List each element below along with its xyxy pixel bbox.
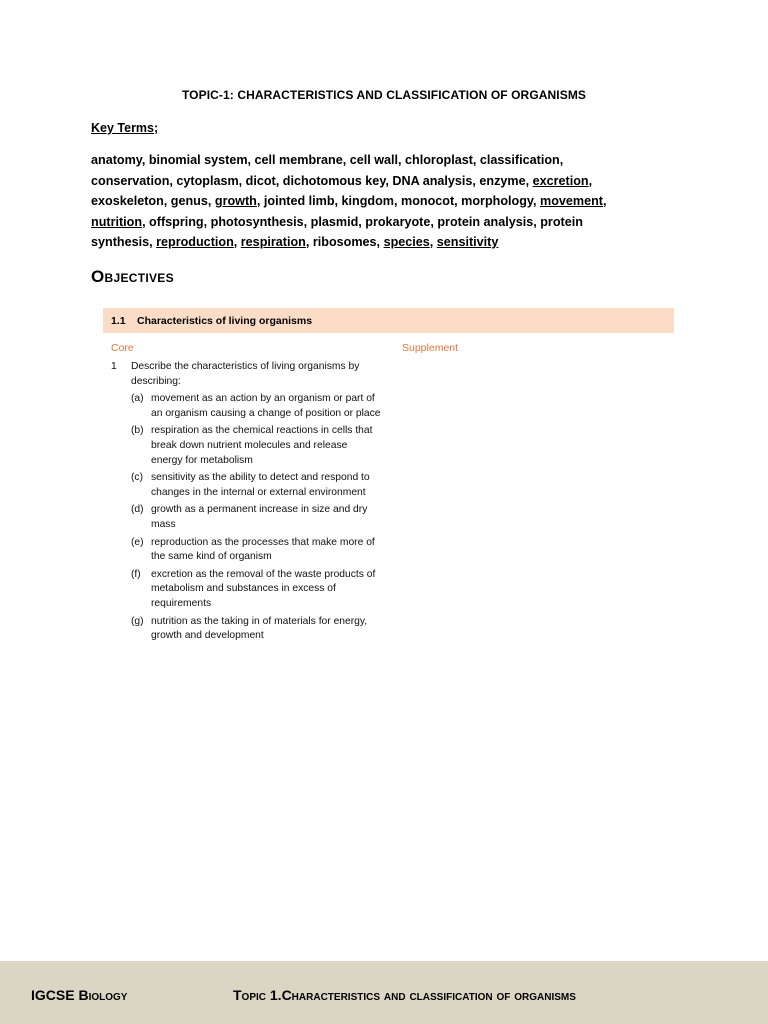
objective-item-letter: (e) [131, 536, 144, 548]
key-terms-heading: Key Terms; [91, 121, 159, 135]
footer-band [0, 961, 768, 1024]
objectives-heading: Objectives [91, 267, 174, 286]
objective-item-letter: (a) [131, 393, 144, 405]
key-term-underlined: growth [214, 194, 257, 208]
objectives-table [103, 308, 674, 642]
key-terms-line [91, 232, 671, 253]
objective-item-text: respiration as the chemical reactions in cells that break down nutrient molecules and release energy for metabolism [151, 425, 373, 466]
objective-item-letter: (c) [131, 472, 144, 484]
key-term-underlined: movement [540, 194, 603, 208]
key-terms-text: , jointed limb, kingdom, monocot, morphology, [256, 194, 540, 208]
section-header-bar [103, 308, 674, 333]
core-column-heading: Core [111, 342, 134, 354]
objective-item-letter: (f) [131, 568, 141, 580]
key-terms-line [91, 191, 671, 212]
objective-item-text: sensitivity as the ability to detect and respond to changes in the internal or external environment [151, 472, 370, 498]
key-term-underlined: reproduction [156, 235, 234, 249]
key-terms-text: anatomy, binomial system, cell membrane, cell wall, chloroplast, classification, [91, 153, 564, 167]
objective-item [131, 568, 381, 612]
key-terms-line [91, 150, 671, 171]
key-terms-paragraph [91, 150, 671, 253]
objective-item-letter: (g) [131, 615, 144, 627]
objective-item-letter: (d) [131, 504, 144, 516]
page-title: TOPIC-1: CHARACTERISTICS AND CLASSIFICATION OF ORGANISMS [181, 88, 587, 102]
key-terms-text: , [233, 235, 241, 249]
objective-item [131, 503, 381, 532]
objective-intro-text: Describe the characteristics of living organisms by describing: [131, 361, 360, 387]
objective-item [131, 536, 381, 565]
objective-item-text: reproduction as the processes that make more of the same kind of organism [151, 536, 375, 563]
objective-item [131, 392, 381, 421]
key-terms-text: synthesis, [91, 235, 157, 249]
key-terms-text: , [603, 194, 607, 208]
objective-item-text: growth as a permanent increase in size and dry mass [151, 504, 368, 530]
core-objectives-list [111, 360, 381, 644]
key-terms-text: conservation, cytoplasm, dicot, dichotomous key, DNA analysis, enzyme, [91, 173, 533, 188]
objective-item-text: excretion as the removal of the waste products of metabolism and substances in excess of requirements [151, 568, 376, 609]
key-terms-line [91, 171, 671, 192]
objective-item-text: movement as an action by an organism or part of an organism causing a change of position or place [151, 393, 381, 419]
objective-item-letter: (b) [131, 425, 144, 437]
key-terms-line [91, 212, 671, 233]
objective-intro [111, 360, 381, 389]
key-term-underlined: respiration [240, 235, 306, 249]
objective-item [131, 471, 381, 500]
key-terms-text: , offspring, photosynthesis, plasmid, prokaryote, protein analysis, protein [142, 214, 583, 229]
key-term-underlined: sensitivity [436, 235, 499, 249]
key-terms-text: , [429, 235, 437, 249]
footer-course-label: IGCSE Biology [31, 987, 128, 1003]
objective-item-text: nutrition as the taking in of materials for energy, growth and development [151, 615, 368, 642]
objective-item [131, 615, 381, 644]
key-terms-text: , [588, 173, 593, 188]
objective-number: 1 [111, 361, 117, 372]
column-headings [103, 333, 674, 355]
key-terms-text: exoskeleton, genus, [91, 194, 215, 208]
section-number: 1.1 [111, 314, 126, 327]
footer-topic-label: Topic 1.Characteristics and classification of organisms [233, 987, 576, 1003]
key-term-underlined: nutrition [91, 214, 143, 229]
key-term-underlined: species [383, 235, 430, 249]
supplement-column-heading: Supplement [402, 342, 459, 354]
key-term-underlined: excretion [532, 173, 589, 188]
key-terms-text: , ribosomes, [305, 235, 384, 249]
section-title: Characteristics of living organisms [137, 314, 313, 327]
objective-item [131, 424, 381, 468]
